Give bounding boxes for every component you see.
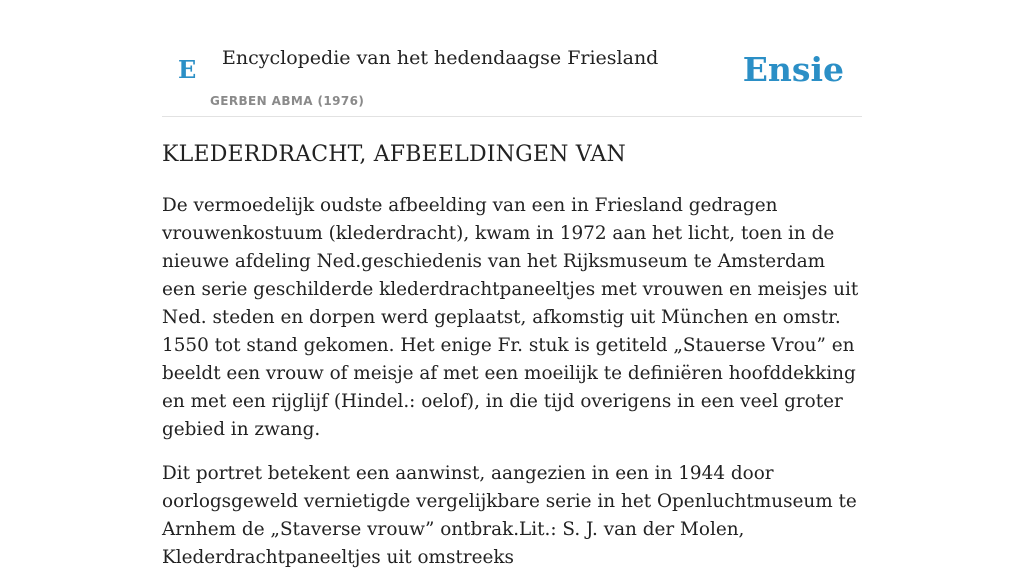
book-author: GERBEN ABMA (1976): [210, 94, 365, 108]
article: [162, 138, 862, 588]
page-header: [162, 0, 862, 117]
ensie-logo-link[interactable]: Ensie: [742, 50, 844, 89]
book-title[interactable]: Encyclopedie van het hedendaagse Friesland: [222, 47, 659, 69]
article-title: KLEDERDRACHT, AFBEELDINGEN VAN: [162, 142, 626, 167]
book-logo[interactable]: E: [178, 55, 197, 84]
article-paragraph-1: De vermoedelijk oudste afbeelding van een in Friesland gedragen vrouwenkostuum (klederdracht), kwam in 1972 aan het licht, toen in de nieuwe afdeling Ned.geschiedenis van het Rijksmuseum te Amsterdam een serie geschilderde klederdrachtpaneeltjes met vrouwen en meisjes uit Ned. steden en dorpen werd geplaatst, afkomstig uit München en omstr. 1550 tot stand gekomen. Het enige Fr. stuk is getiteld „Stauerse Vrou” en beeldt een vrouw of meisje af met een moeilijk te definiëren hoofddekking en met een rijglijf (Hindel.: oelof), in die tijd overigens in een veel groter gebied in zwang.: [162, 195, 859, 440]
article-paragraph-2: Dit portret betekent een aanwinst, aangezien in een in 1944 door oorlogsgeweld vernietigde vergelijkbare serie in het Openluchtmuseum te Arnhem de „Staverse vrouw” ontbrak.Lit.: S. J. van der Molen, Klederdrachtpaneeltjes uit omstreeks: [162, 463, 857, 568]
